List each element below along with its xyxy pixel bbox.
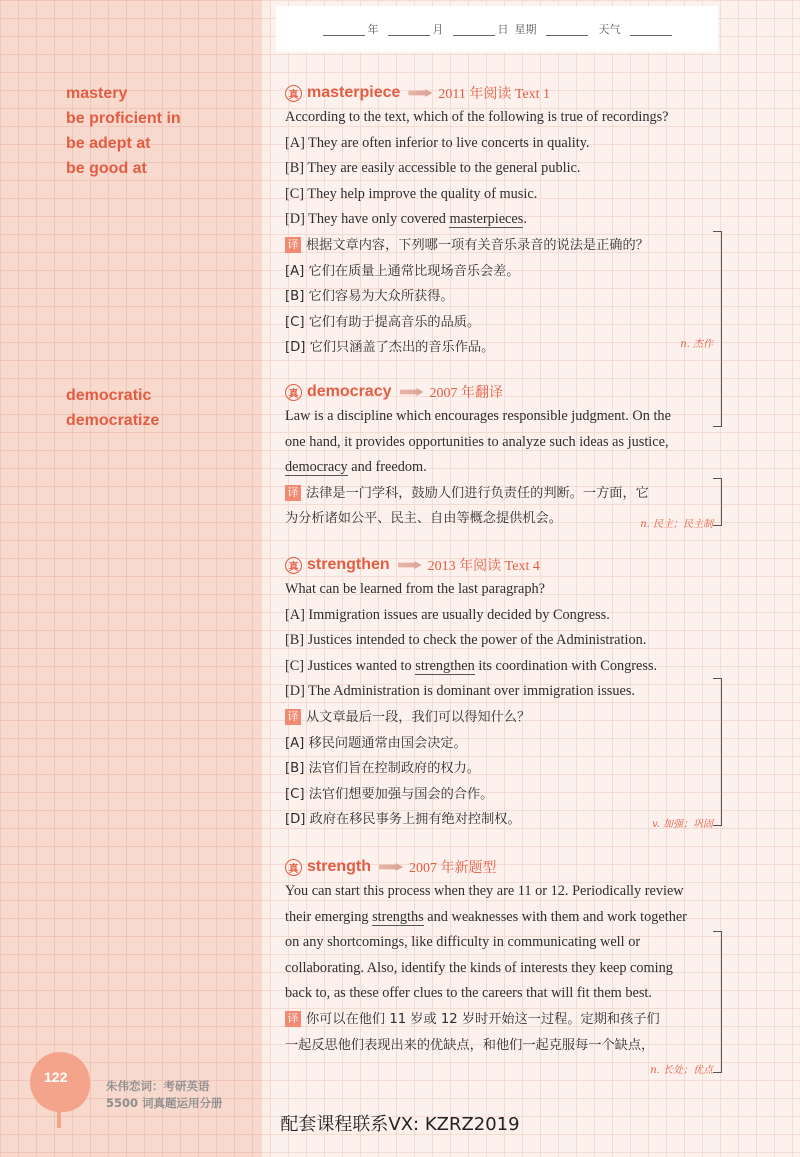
text: [C] Justices wanted to (285, 657, 416, 674)
translation-mark-icon: 译 (285, 237, 301, 253)
english-line: back to, as these offer clues to the careers that will fit them best. (285, 985, 652, 1002)
gloss-bracket (713, 478, 722, 526)
english-line (285, 905, 721, 931)
gloss-bracket (713, 678, 722, 826)
headword: strengthen (307, 556, 390, 573)
english-line: [D] The Administration is dominant over immigration issues. (285, 683, 635, 700)
chinese-line: [A] 移民问题通常由国会决定。 (285, 735, 467, 751)
english-line (285, 455, 721, 481)
text: 从文章最后一段，我们可以得知什么？ (306, 709, 531, 725)
headword: democracy (307, 383, 392, 400)
chinese-line: 一起反思他们表现出来的优缺点，和他们一起克服每一个缺点， (285, 1037, 655, 1053)
highlighted-word: masterpieces (449, 211, 524, 228)
chinese-line: [A] 它们在质量上通常比现场音乐会差。 (285, 263, 520, 279)
gloss: n. 长处；优点 (650, 1065, 713, 1076)
text: 法律是一门学科，鼓励人们进行负责任的判断。一方面，它 (306, 485, 649, 501)
year-blank (323, 22, 365, 36)
entry-heading (285, 553, 721, 577)
entry-democracy (285, 380, 721, 532)
promo-text: 配套课程联系VX: KZRZ2019 (280, 1114, 520, 1135)
chinese-line: 为分析诸如公平、民主、自由等概念提供机会。 (285, 511, 562, 527)
text: [D] They have only covered (285, 211, 450, 228)
text: 你可以在他们 11 岁或 12 岁时开始这一过程。定期和孩子们 (306, 1011, 660, 1027)
english-line: Law is a discipline which encourages responsible judgment. On the (285, 408, 671, 424)
related-word: be proficient in (66, 110, 181, 127)
text: and weaknesses with them and work together (423, 908, 687, 925)
highlighted-word: strengths (372, 908, 424, 925)
chinese-line (285, 481, 721, 507)
zhen-badge-icon: 真 (285, 384, 302, 401)
related-words-masterpiece (66, 81, 181, 181)
gloss: n. 杰作 (680, 339, 713, 350)
english-line: [B] Justices intended to check the power of the Administration. (285, 632, 647, 649)
zhen-badge-icon: 真 (285, 557, 302, 574)
arrow-icon (408, 89, 432, 97)
chinese-line (285, 233, 721, 259)
day-blank (453, 22, 495, 36)
weather-label: 天气 (598, 23, 621, 36)
zhen-badge-icon: 真 (285, 859, 302, 876)
english-line: [A] Immigration issues are usually decided by Congress. (285, 606, 610, 623)
week-blank (546, 22, 588, 36)
entry-heading (285, 81, 721, 105)
headword: strength (307, 858, 371, 875)
related-word: democratic (66, 387, 152, 404)
exam-source: 2013 年阅读 Text 4 (427, 559, 540, 574)
book-title (106, 1078, 223, 1112)
chinese-line: [B] 法官们旨在控制政府的权力。 (285, 761, 480, 777)
english-line: According to the text, which of the following is true of recordings? (285, 109, 669, 125)
month-label: 月 (432, 23, 444, 36)
year-label: 年 (367, 23, 379, 36)
exam-source: 2007 年新题型 (409, 861, 497, 876)
book-title-line: 朱伟恋词：考研英语 (106, 1079, 210, 1093)
text: 根据文章内容，下列哪一项有关音乐录音的说法是正确的？ (306, 237, 649, 253)
arrow-icon (379, 863, 403, 871)
entry-heading (285, 855, 721, 879)
arrow-icon (398, 561, 422, 569)
date-header (276, 6, 718, 52)
text: its coordination with Congress. (474, 657, 658, 674)
text: . (523, 211, 527, 228)
related-word: be adept at (66, 135, 151, 152)
entry-strength (285, 855, 721, 1076)
chinese-line: [D] 它们只涵盖了杰出的音乐作品。 (285, 340, 495, 356)
chinese-line: [C] 它们有助于提高音乐的品质。 (285, 314, 481, 330)
related-word: be good at (66, 160, 147, 177)
highlighted-word: strengthen (415, 657, 475, 674)
entry-masterpiece (285, 81, 721, 361)
translation-mark-icon: 译 (285, 1011, 301, 1027)
gloss-bracket (713, 931, 722, 1073)
translation-mark-icon: 译 (285, 485, 301, 501)
english-line: one hand, it provides opportunities to analyze such ideas as justice, (285, 433, 669, 450)
english-line: [A] They are often inferior to live concerts in quality. (285, 134, 590, 151)
english-line: on any shortcomings, like difficulty in communicating well or (285, 934, 641, 951)
book-title-line: 5500 词真题运用分册 (106, 1096, 223, 1110)
english-line: [B] They are easily accessible to the general public. (285, 160, 581, 177)
headword: masterpiece (307, 84, 401, 101)
chinese-line: [D] 政府在移民事务上拥有绝对控制权。 (285, 812, 521, 828)
entry-strengthen (285, 553, 721, 833)
chinese-line: [B] 它们容易为大众所获得。 (285, 289, 454, 305)
highlighted-word: democracy (285, 459, 348, 476)
chinese-line (285, 705, 721, 731)
english-line: You can start this process when they are 11 or 12. Periodically review (285, 883, 684, 899)
day-label: 日 (497, 23, 509, 36)
page-number-badge (30, 1052, 90, 1112)
english-line: [C] They help improve the quality of music. (285, 185, 538, 202)
english-line: collaborating. Also, identify the kinds of interests they keep coming (285, 959, 673, 976)
exam-source: 2007 年翻译 (429, 386, 503, 401)
exam-source: 2011 年阅读 Text 1 (438, 87, 551, 102)
weather-blank (630, 22, 672, 36)
arrow-icon (400, 388, 424, 396)
zhen-badge-icon: 真 (285, 85, 302, 102)
english-line (285, 207, 721, 233)
related-word: mastery (66, 85, 128, 102)
translation-mark-icon: 译 (285, 709, 301, 725)
chinese-line (285, 1007, 721, 1033)
related-word: democratize (66, 412, 160, 429)
text: their emerging (285, 908, 373, 925)
english-line: What can be learned from the last paragraph? (285, 581, 545, 597)
chinese-line: [C] 法官们想要加强与国会的合作。 (285, 786, 494, 802)
related-words-democracy (66, 383, 159, 433)
english-line (285, 654, 721, 680)
gloss: v. 加强；巩固 (652, 819, 713, 830)
entry-heading (285, 380, 721, 404)
gloss: n. 民主；民主制 (640, 519, 713, 530)
month-blank (388, 22, 430, 36)
week-label: 星期 (514, 23, 537, 36)
text: and freedom. (347, 459, 427, 476)
page-number: 122 (44, 1069, 68, 1085)
